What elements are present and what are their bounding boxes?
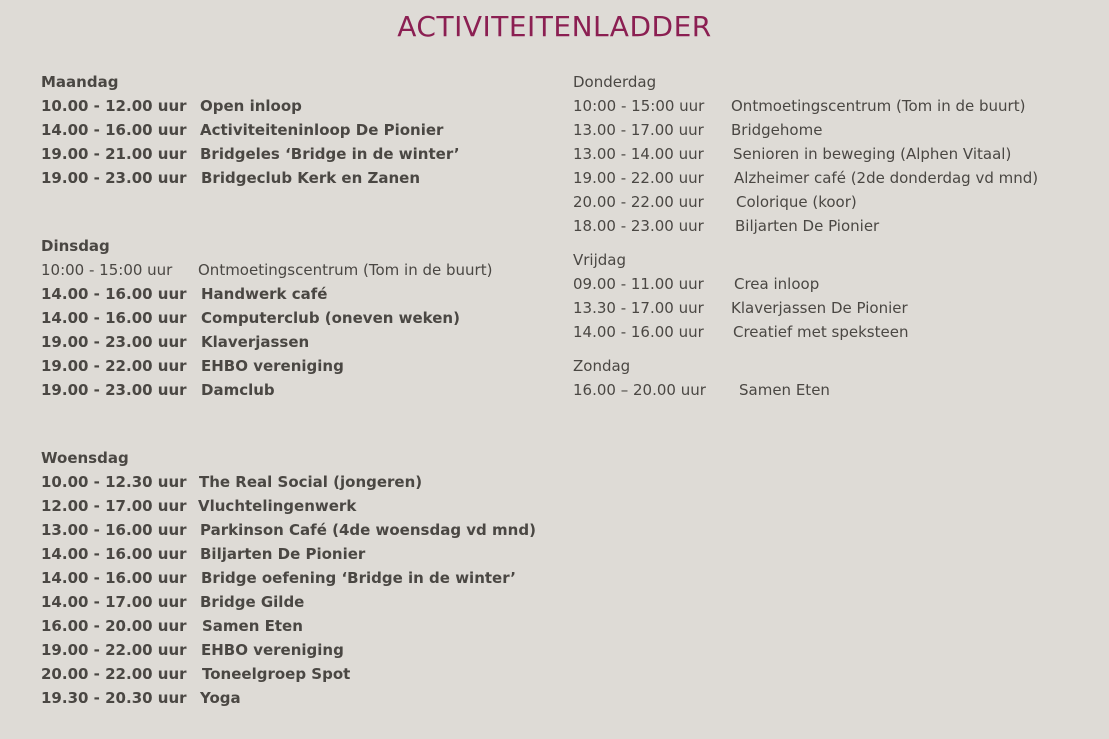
schedule-row: [573, 378, 830, 402]
activity-name: Damclub: [201, 381, 275, 399]
schedule-row: [41, 118, 444, 142]
schedule-row: [41, 686, 241, 710]
time-range: 19.00 - 22.00 uur: [573, 169, 704, 187]
time-range: 14.00 - 16.00 uur: [41, 569, 187, 587]
schedule-row: [41, 566, 516, 590]
schedule-row: [41, 638, 344, 662]
schedule-row: [573, 118, 823, 142]
schedule-row: [573, 296, 908, 320]
schedule-row: [41, 518, 536, 542]
time-range: 20.00 - 22.00 uur: [573, 193, 704, 211]
day-heading: Maandag: [41, 73, 119, 91]
time-range: 14.00 - 16.00 uur: [41, 121, 187, 139]
activity-name: Creatief met speksteen: [733, 323, 909, 341]
activity-name: Senioren in beweging (Alphen Vitaal): [733, 145, 1012, 163]
activity-name: Klaverjassen De Pionier: [731, 299, 908, 317]
activity-name: Crea inloop: [734, 275, 820, 293]
activity-name: Klaverjassen: [201, 333, 310, 351]
activity-name: Computerclub (oneven weken): [201, 309, 460, 327]
time-range: 13.00 - 14.00 uur: [573, 145, 704, 163]
schedule-row: [41, 378, 275, 402]
time-range: 19.00 - 23.00 uur: [41, 169, 187, 187]
activity-name: Activiteiteninloop De Pionier: [200, 121, 444, 139]
time-range: 20.00 - 22.00 uur: [41, 665, 187, 683]
time-range: 14.00 - 17.00 uur: [41, 593, 187, 611]
schedule-row: [573, 166, 1039, 190]
time-range: 19.00 - 22.00 uur: [41, 641, 187, 659]
time-range: 09.00 - 11.00 uur: [573, 275, 704, 293]
activity-name: Ontmoetingscentrum (Tom in de buurt): [731, 97, 1026, 115]
activity-name: Samen Eten: [739, 381, 830, 399]
activity-name: Samen Eten: [202, 617, 303, 635]
time-range: 19.00 - 23.00 uur: [41, 333, 187, 351]
activity-name: Colorique (koor): [736, 193, 857, 211]
schedule-row: [41, 494, 357, 518]
activity-name: Biljarten De Pionier: [200, 545, 366, 563]
time-range: 18.00 - 23.00 uur: [573, 217, 704, 235]
time-range: 10.00 - 12.00 uur: [41, 97, 187, 115]
day-heading: Woensdag: [41, 449, 129, 467]
day-heading: Donderdag: [573, 73, 657, 91]
schedule-row: [41, 166, 421, 190]
activity-name: Alzheimer café (2de donderdag vd mnd): [734, 169, 1039, 187]
time-range: 19.30 - 20.30 uur: [41, 689, 187, 707]
day-heading: Vrijdag: [573, 251, 626, 269]
activity-name: Open inloop: [200, 97, 302, 115]
time-range: 14.00 - 16.00 uur: [41, 309, 187, 327]
time-range: 19.00 - 22.00 uur: [41, 357, 187, 375]
schedule-row: [41, 330, 310, 354]
day-block-maandag: [41, 70, 460, 190]
activity-name: Bridgeclub Kerk en Zanen: [201, 169, 421, 187]
time-range: 19.00 - 21.00 uur: [41, 145, 187, 163]
day-heading: Dinsdag: [41, 237, 110, 255]
time-range: 13.30 - 17.00 uur: [573, 299, 704, 317]
schedule-row: [573, 320, 909, 344]
day-block-dinsdag: [41, 234, 493, 402]
time-range: 14.00 - 16.00 uur: [41, 545, 187, 563]
schedule-row: [573, 94, 1026, 118]
time-range: 10.00 - 12.30 uur: [41, 473, 187, 491]
schedule-row: [41, 542, 366, 566]
schedule-row: [41, 470, 423, 494]
schedule-row: [41, 142, 460, 166]
activity-name: Bridge oefening ‘Bridge in de winter’: [201, 569, 516, 587]
activity-name: Biljarten De Pionier: [735, 217, 880, 235]
activity-name: Toneelgroep Spot: [202, 665, 351, 683]
schedule-row: [41, 590, 305, 614]
activity-name: Vluchtelingenwerk: [198, 497, 357, 515]
day-block-donderdag: [573, 70, 1039, 238]
day-block-vrijdag: [573, 248, 909, 344]
activity-name: EHBO vereniging: [201, 641, 344, 659]
schedule-row: [573, 190, 857, 214]
time-range: 13.00 - 17.00 uur: [573, 121, 704, 139]
activity-name: EHBO vereniging: [201, 357, 344, 375]
page-title: ACTIVITEITENLADDER: [397, 10, 712, 43]
time-range: 13.00 - 16.00 uur: [41, 521, 187, 539]
day-block-zondag: [573, 354, 830, 402]
schedule-row: [41, 614, 303, 638]
time-range: 19.00 - 23.00 uur: [41, 381, 187, 399]
activity-name: Bridge Gilde: [200, 593, 305, 611]
day-heading: Zondag: [573, 357, 631, 375]
schedule-row: [573, 142, 1012, 166]
activity-name: Bridgeles ‘Bridge in de winter’: [200, 145, 460, 163]
time-range: 14.00 - 16.00 uur: [41, 285, 187, 303]
activity-name: Ontmoetingscentrum (Tom in de buurt): [198, 261, 493, 279]
time-range: 10:00 - 15:00 uur: [41, 261, 173, 279]
day-block-woensdag: [41, 446, 536, 710]
time-range: 14.00 - 16.00 uur: [573, 323, 704, 341]
schedule-row: [41, 354, 344, 378]
schedule-row: [41, 94, 302, 118]
activity-name: Handwerk café: [201, 285, 328, 303]
schedule-row: [41, 662, 351, 686]
activity-name: Yoga: [200, 689, 241, 707]
schedule-row: [573, 272, 820, 296]
time-range: 10:00 - 15:00 uur: [573, 97, 705, 115]
time-range: 16.00 – 20.00 uur: [573, 381, 706, 399]
schedule-row: [41, 282, 328, 306]
time-range: 12.00 - 17.00 uur: [41, 497, 187, 515]
activity-name: The Real Social (jongeren): [199, 473, 423, 491]
schedule-row: [41, 258, 493, 282]
activity-name: Bridgehome: [731, 121, 823, 139]
schedule-row: [41, 306, 460, 330]
schedule-row: [573, 214, 880, 238]
activity-name: Parkinson Café (4de woensdag vd mnd): [200, 521, 536, 539]
time-range: 16.00 - 20.00 uur: [41, 617, 187, 635]
